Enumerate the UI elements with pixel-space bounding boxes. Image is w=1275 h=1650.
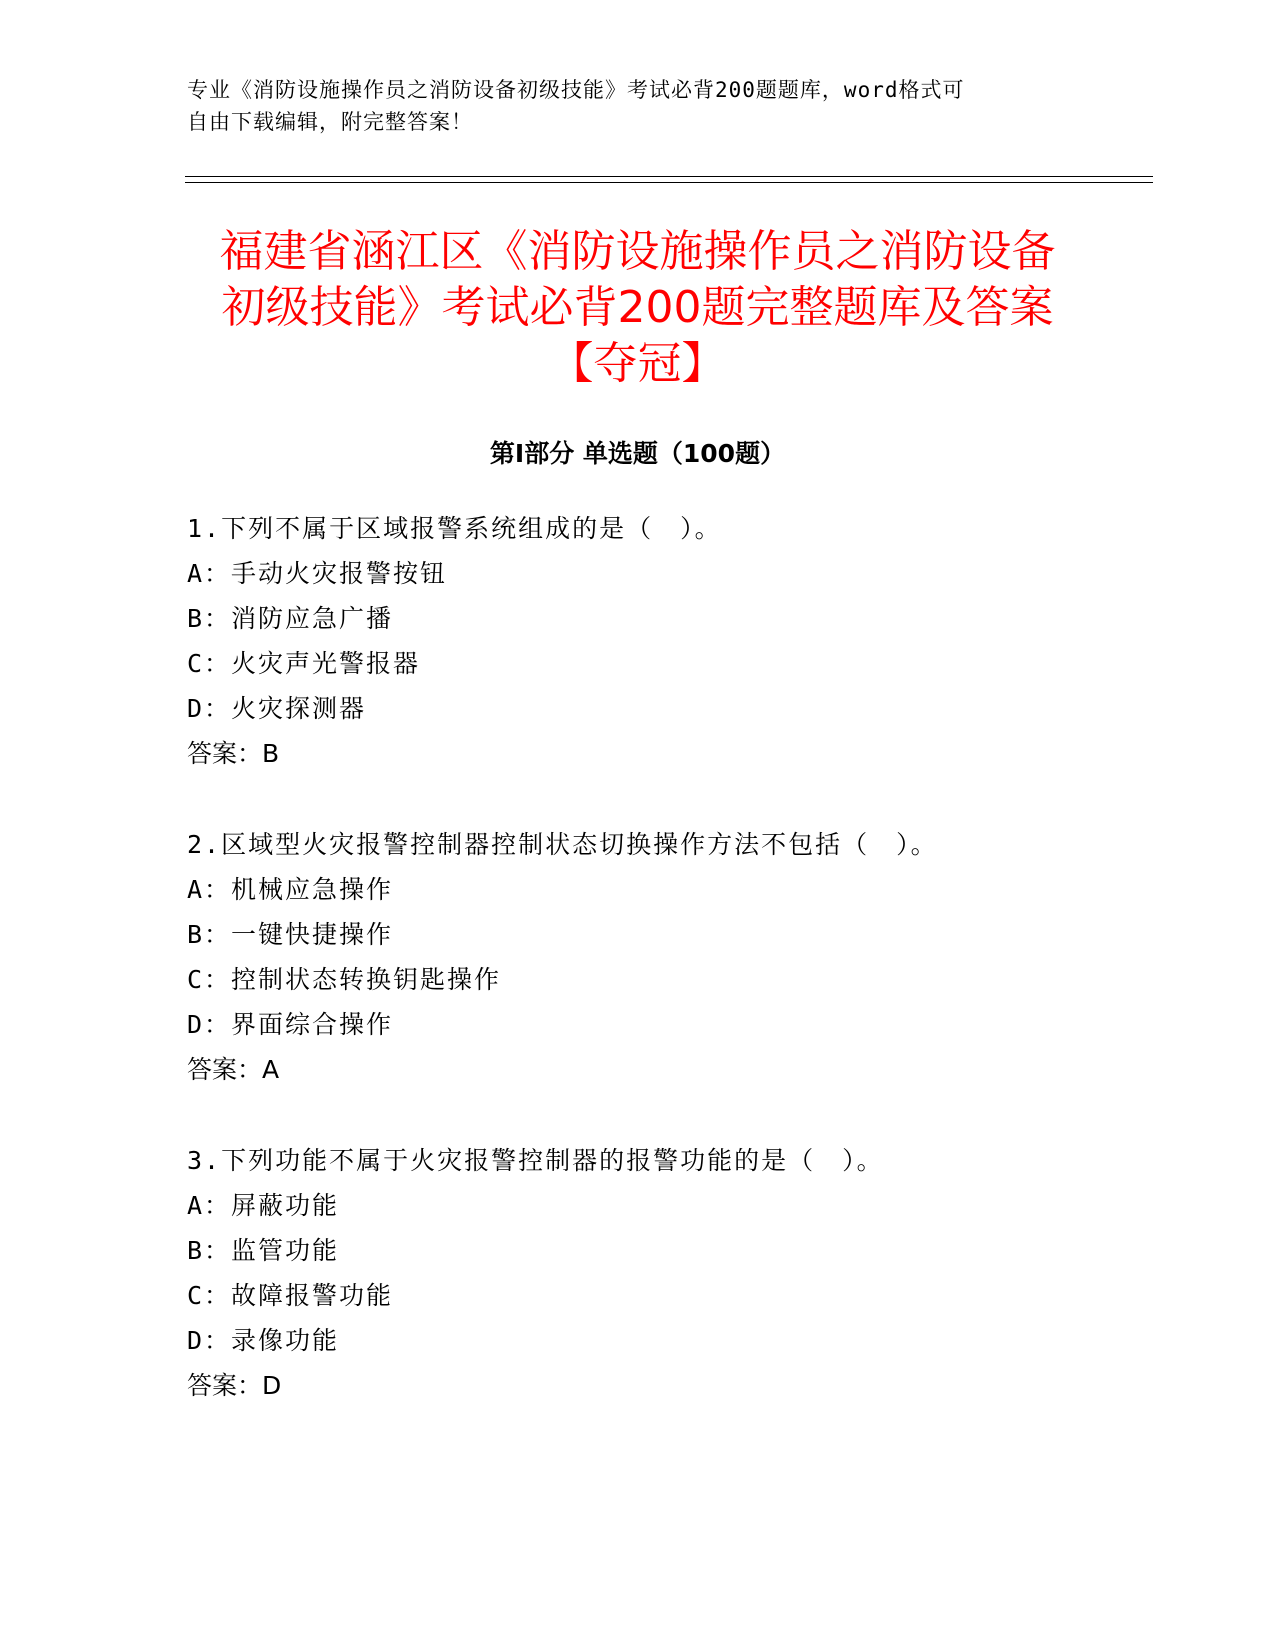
question-stem: 3.下列功能不属于火灾报警控制器的报警功能的是（ ）。 bbox=[187, 1146, 884, 1175]
option-b: B：一键快捷操作 bbox=[187, 920, 394, 949]
option-b: B：监管功能 bbox=[187, 1236, 340, 1265]
header-note bbox=[187, 74, 1067, 138]
option-c: C：控制状态转换钥匙操作 bbox=[187, 965, 502, 994]
header-note-line-1: 专业《消防设施操作员之消防设备初级技能》考试必背200题题库，word格式可 bbox=[187, 78, 965, 102]
question-1 bbox=[187, 506, 1087, 776]
option-a: A：机械应急操作 bbox=[187, 875, 394, 904]
question-stem: 1.下列不属于区域报警系统组成的是（ ）。 bbox=[187, 514, 722, 543]
question-2 bbox=[187, 822, 1087, 1092]
answer-label: 答案：A bbox=[187, 1055, 280, 1084]
option-d: D：录像功能 bbox=[187, 1326, 340, 1355]
header-divider bbox=[185, 176, 1153, 183]
option-c: C：故障报警功能 bbox=[187, 1281, 394, 1310]
question-stem: 2.区域型火灾报警控制器控制状态切换操作方法不包括（ ）。 bbox=[187, 830, 938, 859]
document-title bbox=[150, 224, 1125, 392]
question-3 bbox=[187, 1138, 1087, 1408]
option-a: A：手动火灾报警按钮 bbox=[187, 559, 448, 588]
header-note-line-2: 自由下载编辑，附完整答案！ bbox=[187, 110, 473, 134]
answer-label: 答案：D bbox=[187, 1371, 282, 1400]
option-b: B：消防应急广播 bbox=[187, 604, 394, 633]
option-c: C：火灾声光警报器 bbox=[187, 649, 421, 678]
title-line-3: 【夺冠】 bbox=[549, 338, 726, 389]
title-line-1: 福建省涵江区《消防设施操作员之消防设备 bbox=[219, 226, 1056, 277]
section-heading: 第Ⅰ部分 单选题（100题） bbox=[489, 439, 786, 468]
option-d: D：火灾探测器 bbox=[187, 694, 367, 723]
title-line-2: 初级技能》考试必背200题完整题库及答案 bbox=[221, 282, 1054, 333]
option-d: D：界面综合操作 bbox=[187, 1010, 394, 1039]
answer-label: 答案：B bbox=[187, 739, 280, 768]
option-a: A：屏蔽功能 bbox=[187, 1191, 340, 1220]
